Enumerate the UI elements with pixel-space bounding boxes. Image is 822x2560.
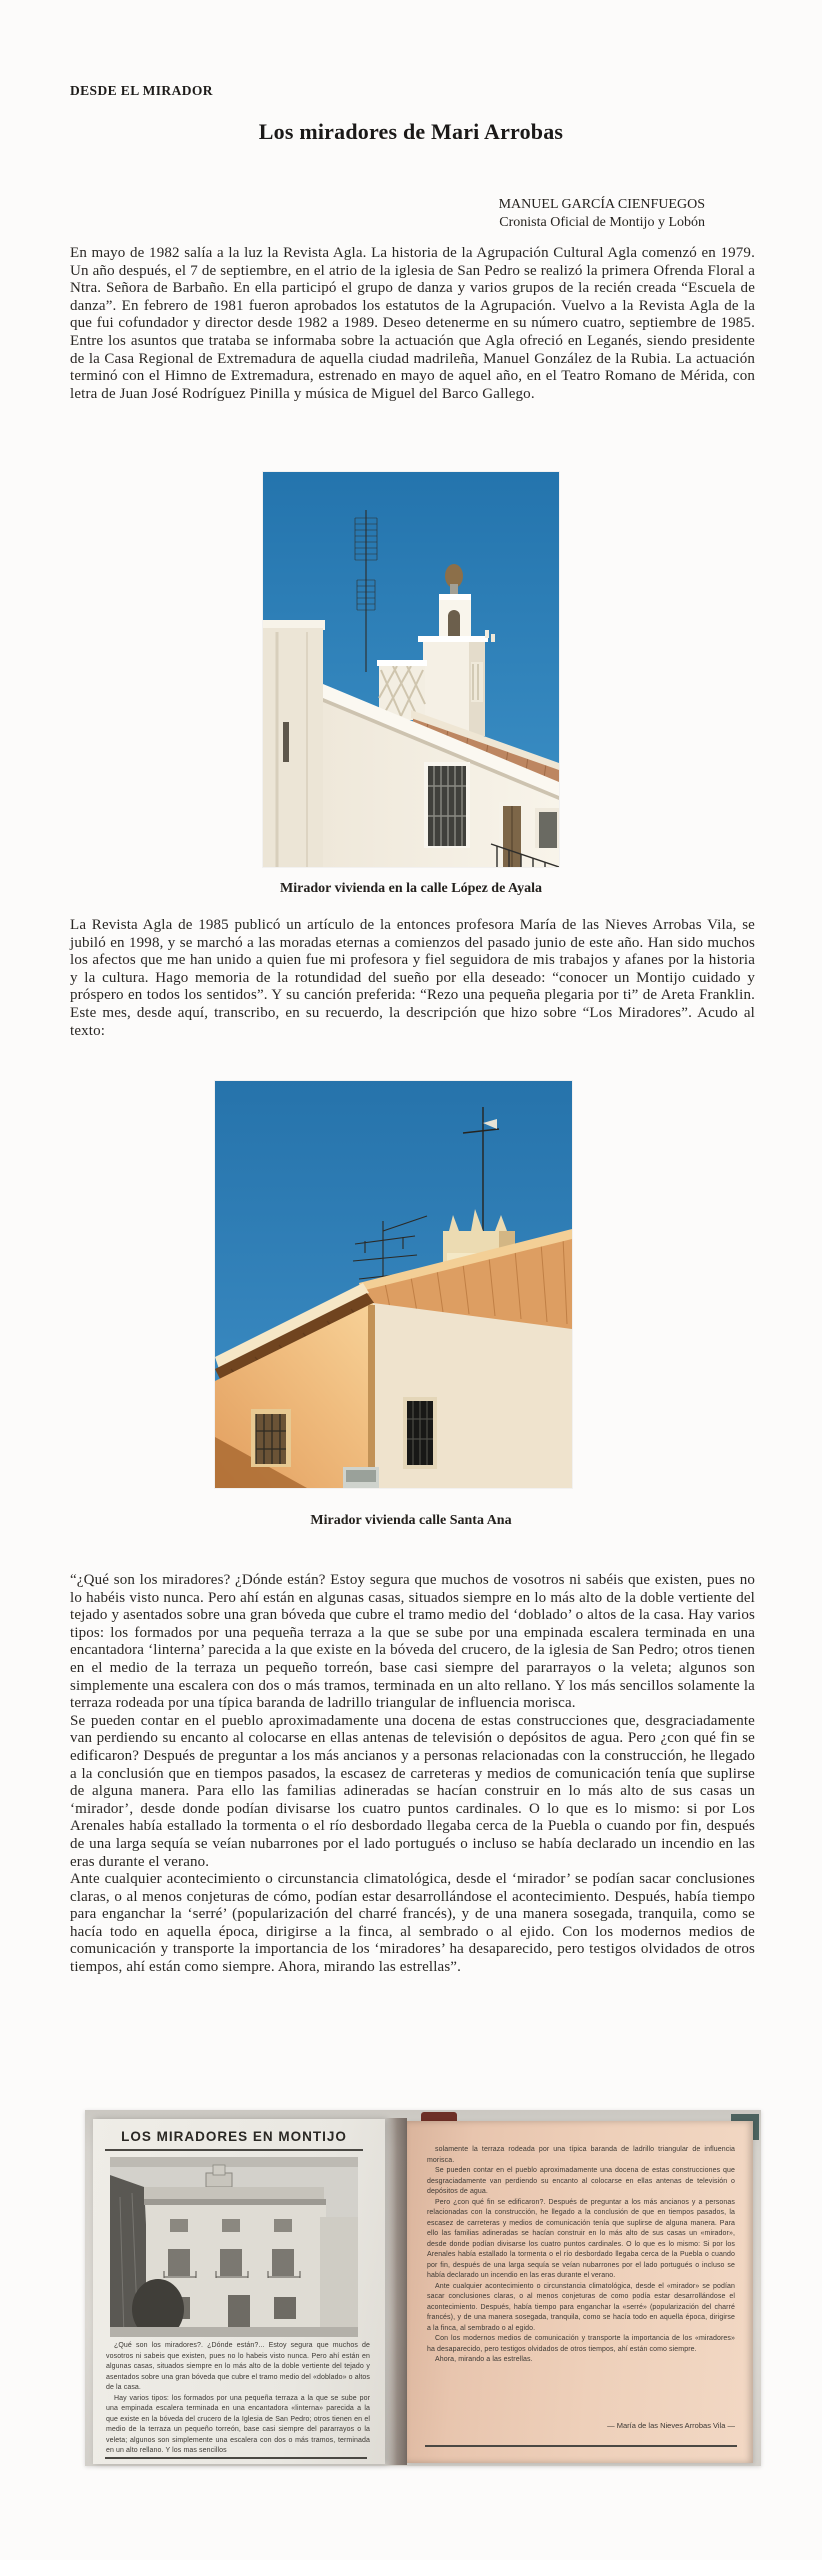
book-gutter-shadow <box>385 2118 407 2465</box>
magazine-author-signature: — María de las Nieves Arrobas Vila — <box>607 2421 735 2430</box>
byline-role: Cronista Oficial de Montijo y Lobón <box>499 215 705 230</box>
quoted-article-text <box>70 1572 755 1977</box>
quote-paragraph-2: Se pueden contar en el pueblo aproximadamente una docena de estas construcciones que, desgraciadamente van perdiendo su encanto al colocarse en ellas antenas de televisión o depósitos de agua. Pero ¿con qué fin se edificaron? Después de preguntar a los más ancianos y a personas relacionadas con la construcción, he llegado a la conclusión que en tiempos pasados, la escasez de carreteras y medios de comunicación tenía que suplirse de alguna manera. Para ello las familias adineradas se hacían construir en lo más alto de sus casas un ‘mirador’, desde donde podían divisarse los cuatro puntos cardinales. O lo que es lo mismo: si por Los Arenales había estallado la tormenta o el río desbordado llegaba cerca de la Puebla o cuando por fin, después de una larga sequía se veían nubarrones por el lado portugués o incluso se había declarado un incendio en las eras durante el verano. <box>70 1712 755 1870</box>
figure-caption-santa-ana: Mirador vivienda calle Santa Ana <box>310 1513 512 1528</box>
photo-mirador-lopez-de-ayala <box>263 472 559 867</box>
title-rule <box>105 2149 363 2151</box>
downpipe <box>368 1305 375 1488</box>
window-right <box>403 1397 437 1469</box>
page-title: Los miradores de Mari Arrobas <box>258 119 564 144</box>
window-grille-left <box>424 762 470 848</box>
pale-wall <box>373 1303 572 1488</box>
ac-unit <box>343 1467 379 1488</box>
article-paragraph-2: La Revista Agla de 1985 publicó un artículo de la entonces profesora María de las Nieves Arrobas Vila, se jubiló en 1998, y se marchó a las moradas eternas a comienzos del pasado junio de este año. Han sido muchos los afectos que me han unido a quien fue mi profesora y fiel seguidora de mis trabajos y afanes por la historia y la cultura. Hago memoria de la rotundidad del sueño por ella deseado: “conocer un Montijo cuidado y próspero en todos los sentidos”. Y su canción preferida: “Rezo una pequeña plegaria por ti” de Areta Franklin. Este mes, desde aquí, transcribo, en su recuerdo, la descripción que hizo sobre “Los Miradores”. Acudo al texto: <box>70 917 755 1039</box>
quote-paragraph-1: “¿Qué son los miradores? ¿Dónde están? Estoy segura que muchos de vosotros ni sabéis que existen, pues no lo habéis visto nunca. Pero ahí están en algunas casas, situados siempre en lo más alto de la doble vertiente del tejado y asentados sobre una gran bóveda que cubre el tramo medio del ‘doblado’ o altos de la casa. Hay varios tipos: los formados por una pequeña terraza a la que se sube por una empinada escalera terminada en una encantadora ‘linterna’ parecida a la que existe en la bóveda del crucero, de la iglesia de San Pedro; otros tienen en el medio de la terraza un pequeño torreón, base casi siempre del pararrayos o la veleta; algunos son simplemente una escalera con dos o más tramos, terminada en un alto rellano. Y los más sencillos solamente la terraza rodeada por una típica baranda de ladrillo triangular de influencia morisca. <box>70 1572 755 1712</box>
magazine-bw-photo <box>110 2157 358 2337</box>
byline-author: MANUEL GARCÍA CIENFUEGOS <box>498 197 705 212</box>
photo-magazine-spread <box>85 2110 761 2466</box>
magazine-left-page <box>93 2119 385 2464</box>
magazine-left-text: ¿Qué son los miradores?. ¿Dónde están?... Estoy segura que muchos de vosotros ni sabeis que existen, pues no lo habeis visto nunca. Pero ahí están en algunas casas, situados siempre en lo más alto de la doble vertiente del tejado y asentados sobre una gran bóveda que cubre el tramo medio del «doblado» o altos de la casa. Hay varios tipos: los formados por una pequeña terraza a la que se sube por una empinada escalera terminada en una encantadora «linterna» parecida a la que existe en la bóveda del crucero de la Iglesia de San Pedro; otros tienen en el medio de la terraza un pequeño torreón, base casi siempre del pararrayos o la veleta; algunos son simplemente una escalera con dos o más tramos, terminada en un alto rellano. Y los mas sencillos <box>106 2342 370 2454</box>
left-page-footer-rule <box>105 2457 367 2459</box>
mirador-photo-illustration-2 <box>215 1081 572 1488</box>
bw-building-illustration <box>110 2157 358 2337</box>
window-far-right <box>535 808 559 848</box>
article-paragraph-1: En mayo de 1982 salía a la luz la Revista Agla. La historia de la Agrupación Cultural Agla comenzó en 1979. Un año después, el 7 de septiembre, en el atrio de la iglesia de San Pedro se realizó la primera Ofrenda Floral a Ntra. Señora de Barbaño. En ella participó el grupo de danza y varios grupos de la recién creada “Escuela de danza”. En febrero de 1981 fueron aprobados los estatutos de la Agrupación. Vuelvo a la Revista Agla de la que fui cofundador y director desde 1982 a 1989. Deseo detenerme en su número cuatro, septiembre de 1985. Entre los asuntos que trataba se informaba sobre la actuación que Agla ofreció en Leganés, siendo presidente de la Casa Regional de Extremadura de aquella ciudad madrileña, Manuel González de la Rubia. La actuación terminó con el Himno de Extremadura, estrenado en mayo de aquel año, en el Teatro Romano de Mérida, con letra de Juan José Rodríguez Pinilla y música de Miguel del Barco Gallego. <box>70 245 755 402</box>
magazine-title: LOS MIRADORES EN MONTIJO <box>121 2129 347 2144</box>
window-left <box>251 1409 291 1467</box>
quote-paragraph-3: Ante cualquier acontecimiento o circunstancia climatológica, desde el ‘mirador’ se podían sacar conclusiones claras, o al menos conjeturas de cómo, podían estar desarrollándose el acontecimiento. Después, había tiempo para enganchar la ‘serré’ (popularización del charré francés), y de una manera sosegada, tranquila, como se hacía todo en aquella época, dirigirse a la finca, al sembrado o al ejido. Con los modernos medios de comunicación y transporte la importancia de los ‘miradores’ ha desaparecido, pero testigos olvidados de otros tiempos, ahí están como siempre. Ahora, mirando las estrellas”. <box>70 1871 755 1976</box>
magazine-right-page <box>407 2121 753 2463</box>
right-page-footer-rule <box>425 2445 737 2447</box>
figure-caption-lopez-de-ayala: Mirador vivienda en la calle López de Ayala <box>280 881 542 896</box>
section-kicker: DESDE EL MIRADOR <box>70 83 213 98</box>
photo-mirador-santa-ana <box>215 1081 572 1488</box>
magazine-right-text: solamente la terraza rodeada por una típica baranda de ladrillo triangular de influencia morisca. Se pueden contar en el pueblo aproximadamente una docena de estas construcciones que desgraciadamente van perdiendo su encanto al colocarse en ellas antenas de televisión o depósitos de agua. Pero ¿con qué fin se edificaron?. Después de preguntar a los más ancianos y a personas relacionadas con la construcción, he llegado a la conclusión de que en tiempos pasados, la escasez de carreteras y medios de comunicación tenía que suplirse de alguna manera. Para ello las familias adineradas se hacían construir en lo más alto de sus casas un «mirador», desde donde podían divisarse los cuatro puntos cardinales. O lo que es lo mismo: Si por los Arenales había estallado la tormenta o el río desbordado llegaba cerca de la Puebla o cuando por fin, después de una larga sequía se veían nubarrones por el lado portugués o incluso se había declarado un incendio en las eras durante el verano. Ante cualquier acontecimiento o circunstancia climatológica, desde el «mirador» se podían sacar conclusiones claras, o al menos conjeturas de como podía estar desarrollándose el acontecimiento. Después, había tiempo para enganchar la «serré» (popularización del charré francés), y de una manera sosegada, tranquila, como se hacía todo en aquella época, dirigirse a la finca, al sembrado o al egido. Con los modernos medios de comunicación y transporte la importancia de los «miradores» ha desaparecido, pero testigos olvidados de otros tiempos, ahí están como siempre. Ahora, mirando a las estrellas. <box>427 2146 735 2363</box>
left-building <box>263 620 325 867</box>
mirador-photo-illustration <box>263 472 559 867</box>
byline <box>285 196 705 232</box>
